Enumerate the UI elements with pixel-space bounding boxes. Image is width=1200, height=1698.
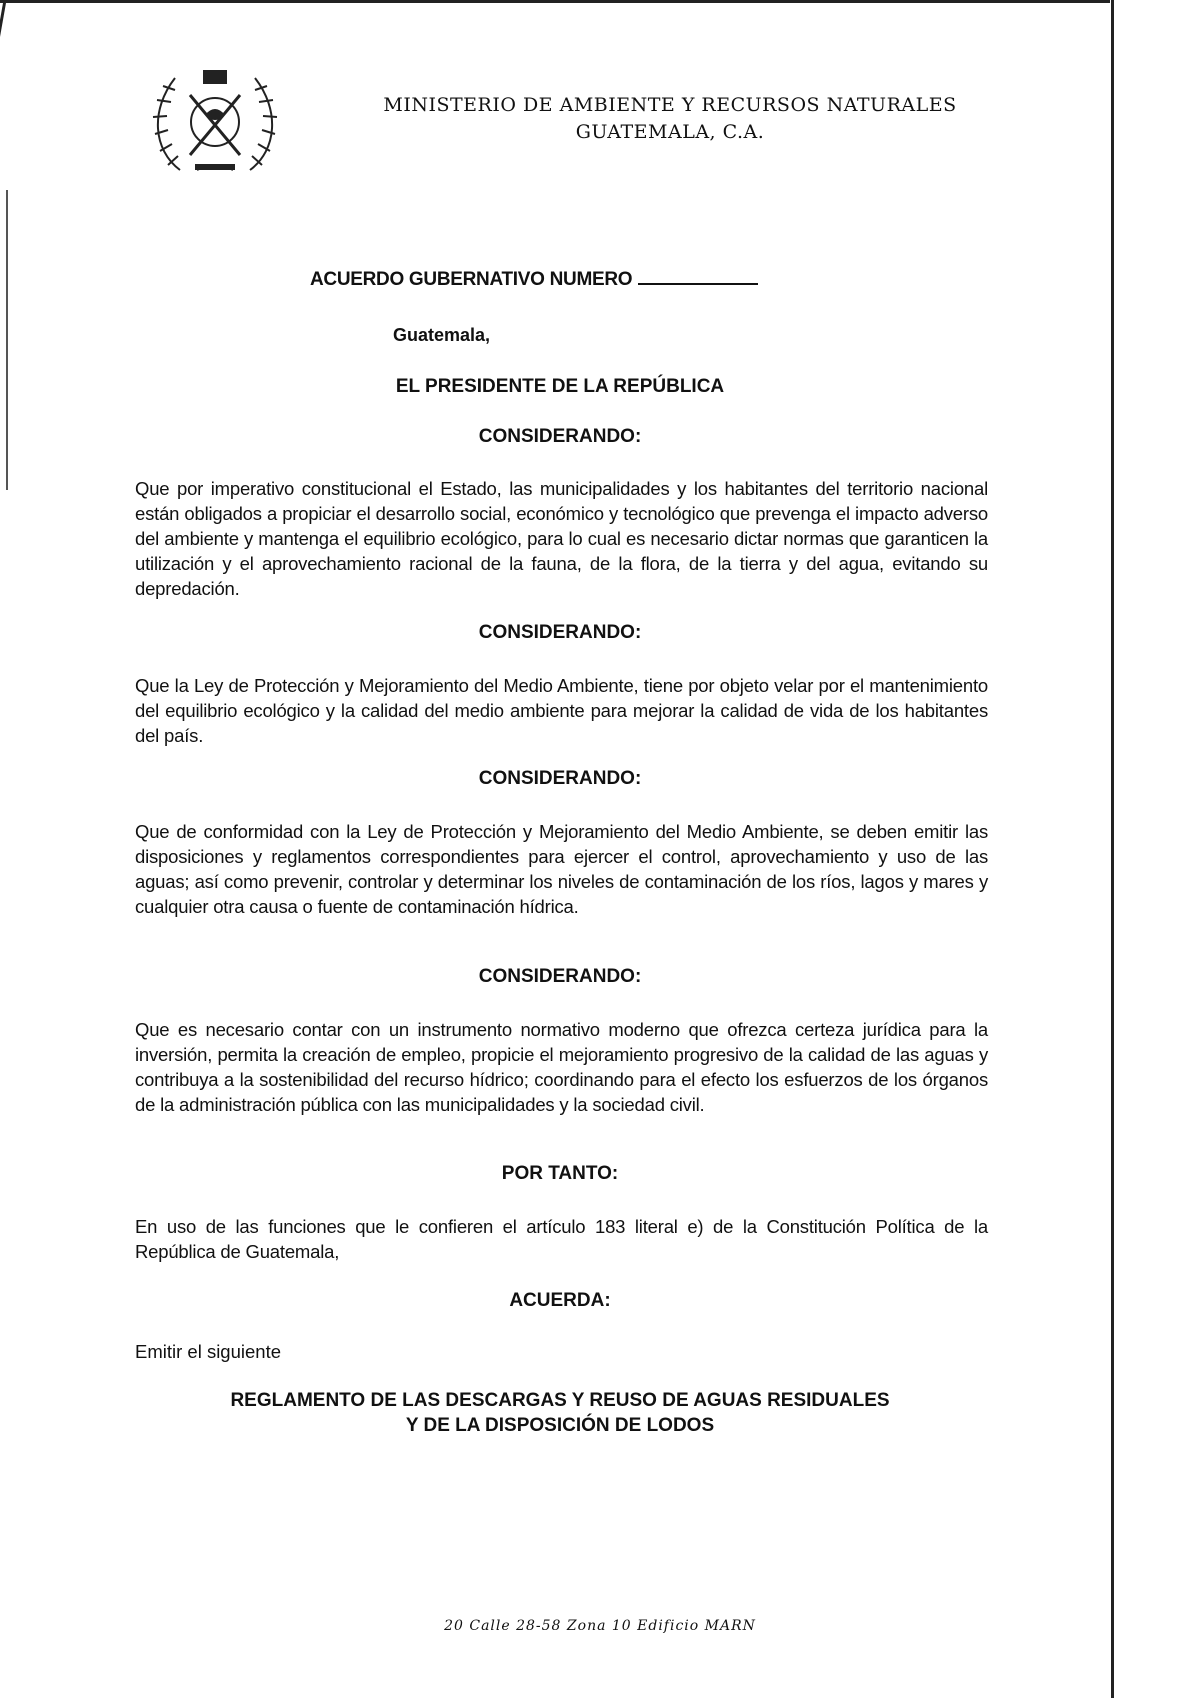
ministry-header xyxy=(330,92,1010,146)
considerando-heading-3: CONSIDERANDO: xyxy=(478,768,642,789)
president-heading: EL PRESIDENTE DE LA REPÚBLICA xyxy=(395,376,725,397)
regulation-title xyxy=(135,1388,985,1438)
regulation-title-line1: REGLAMENTO DE LAS DESCARGAS Y REUSO DE AGUAS RESIDUALES xyxy=(230,1390,890,1411)
considerando-text-1: Que por imperativo constitucional el Estado, las municipalidades y los habitantes del territorio nacional están obligados a propiciar el desarrollo social, económico y tecnológico que prevenga el impacto adverso del ambiente y mantenga el equilibrio ecológico, para lo cual es necesario dictar normas que garanticen la utilización y el aprovechamiento racional de la fauna, de la flora, de la tierra y del agua, evitando su depredación. xyxy=(135,478,988,599)
considerando-text-4: Que es necesario contar con un instrumento normativo moderno que ofrezca certeza jurídica para la inversión, permita la creación de empleo, propicie el mejoramiento progresivo de la calidad de las aguas y contribuya a la sostenibilidad del recurso hídrico; coordinando para el efecto los esfuerzos de los órganos de la administración pública con las municipalidades y la sociedad civil. xyxy=(135,1019,988,1115)
regulation-title-line2: Y DE LA DISPOSICIÓN DE LODOS xyxy=(405,1415,715,1436)
ministry-name: MINISTERIO DE AMBIENTE Y RECURSOS NATURALES xyxy=(383,94,957,116)
decree-city: Guatemala, xyxy=(393,325,491,345)
acuerda-text: Emitir el siguiente xyxy=(135,1341,282,1362)
considerando-heading-2: CONSIDERANDO: xyxy=(478,622,642,643)
scan-edge-top xyxy=(0,0,1110,3)
por-tanto-heading: POR TANTO: xyxy=(501,1163,619,1184)
decree-number-line xyxy=(310,269,758,291)
acuerda-heading: ACUERDA: xyxy=(509,1290,611,1311)
decree-number-blank xyxy=(638,269,758,285)
coat-of-arms-icon xyxy=(145,60,285,185)
por-tanto-text: En uso de las funciones que le confieren el artículo 183 literal e) de la Constitución Política de la República de Guatemala, xyxy=(135,1216,988,1262)
considerando-heading-4: CONSIDERANDO: xyxy=(478,966,642,987)
considerando-heading-1: CONSIDERANDO: xyxy=(478,426,642,447)
considerando-text-2: Que la Ley de Protección y Mejoramiento del Medio Ambiente, tiene por objeto velar por el mantenimiento del equilibrio ecológico y la calidad del medio ambiente para mejorar la calidad de vida de los habitantes del país. xyxy=(135,675,988,746)
scan-edge-right xyxy=(1111,0,1114,1698)
scan-edge-corner xyxy=(0,0,7,40)
decree-number-label: ACUERDO GUBERNATIVO NUMERO xyxy=(310,269,633,290)
footer-address: 20 Calle 28-58 Zona 10 Edificio MARN xyxy=(444,1618,756,1634)
ministry-location: GUATEMALA, C.A. xyxy=(575,121,765,143)
considerando-text-3: Que de conformidad con la Ley de Protección y Mejoramiento del Medio Ambiente, se deben emitir las disposiciones y reglamentos correspondientes para ejercer el control, aprovechamiento y uso de las aguas; así como prevenir, controlar y determinar los niveles de contaminación de los ríos, lagos y mares y cualquier otra causa o fuente de contaminación hídrica. xyxy=(135,821,988,917)
scan-edge-left xyxy=(6,190,8,490)
